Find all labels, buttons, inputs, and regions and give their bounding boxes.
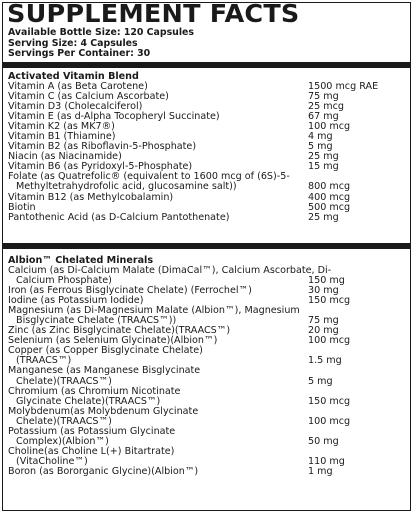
nutrient-amount: 25 mg — [308, 151, 339, 163]
nutrient-name: Biotin — [8, 201, 36, 213]
nutrient-name: Chromium (as Chromium Nicotinate — [8, 385, 181, 397]
nutrient-amount: 25 mg — [308, 211, 339, 223]
nutrient-row — [8, 306, 406, 326]
nutrient-name: Boron (as Bororganic Glycine)(Albion™) — [8, 465, 199, 477]
nutrient-name: Iodine (as Potassium Iodide) — [8, 295, 144, 307]
nutrient-name-continued: Chelate)(TRAACS™) — [16, 415, 112, 427]
nutrient-amount: 150 mcg — [308, 395, 351, 407]
servings-per-container: Servings Per Container: 30 — [8, 48, 151, 60]
nutrient-amount: 1 mg — [308, 465, 333, 477]
nutrient-name: Vitamin E (as d-Alpha Tocopheryl Succinate) — [8, 111, 220, 123]
nutrient-amount: 5 mg — [308, 375, 333, 387]
nutrient-name: Copper (as Copper Bisglycinate Chelate) — [8, 345, 203, 357]
nutrient-amount: 75 mg — [308, 315, 339, 327]
nutrient-name: Choline(as Choline L(+) Bitartrate) — [8, 445, 175, 457]
nutrient-name-continued: Complex)(Albion™) — [16, 435, 109, 447]
nutrient-name: Vitamin A (as Beta Carotene) — [8, 81, 148, 92]
nutrient-name: Manganese (as Manganese Bisglycinate — [8, 365, 201, 377]
nutrient-name: Potassium (as Potassium Glycinate — [8, 425, 176, 437]
divider-thick — [3, 243, 410, 249]
minerals-heading: Albion™ Chelated Minerals — [8, 255, 154, 266]
nutrient-name: Iron (as Ferrous Bisglycinate Chelate) (Ferrochel™) — [8, 285, 252, 297]
nutrient-amount: 100 mcg — [308, 335, 351, 347]
nutrient-name-continued: Chelate)(TRAACS™) — [16, 375, 112, 387]
nutrient-amount: 110 mg — [308, 455, 345, 467]
nutrient-amount: 20 mg — [308, 325, 339, 337]
nutrient-amount: 800 mcg — [308, 181, 351, 193]
nutrient-row — [8, 266, 406, 286]
nutrient-amount: 1.5 mg — [308, 355, 342, 367]
nutrient-name-continued: (TRAACS™) — [16, 355, 72, 367]
nutrient-amount: 75 mg — [308, 91, 339, 103]
nutrient-name: Calcium (as Di-Calcium Malate (DimaCal™), Calcium Ascorbate, Di- — [8, 265, 332, 276]
nutrient-row — [8, 172, 406, 192]
nutrient-name-continued: Glycinate Chelate)(TRAACS™) — [16, 395, 161, 407]
nutrient-name: Vitamin B12 (as Methylcobalamin) — [8, 191, 174, 203]
nutrient-name-continued: Calcium Phosphate) — [16, 275, 112, 287]
serving-info — [8, 28, 194, 60]
nutrient-name: Magnesium (as Di-Magnesium Malate (Albion™), Magnesium — [8, 305, 300, 317]
serving-size: Serving Size: 4 Capsules — [8, 37, 138, 49]
nutrient-name-continued: Methyltetrahydrofolic acid, glucosamine salt)) — [16, 181, 237, 193]
supplement-facts-panel — [2, 2, 411, 511]
nutrient-name: Vitamin B2 (as Riboflavin-5-Phosphate) — [8, 141, 197, 153]
nutrient-amount: 150 mcg — [308, 295, 351, 307]
panel-title: SUPPLEMENT FACTS — [7, 2, 300, 28]
nutrient-name-continued: (VitaCholine™) — [16, 455, 88, 467]
bottle-size: Available Bottle Size: 120 Capsules — [8, 27, 194, 38]
nutrient-amount: 400 mcg — [308, 191, 351, 203]
nutrient-amount: 50 mg — [308, 435, 339, 447]
nutrient-amount: 150 mg — [308, 275, 345, 287]
nutrient-amount: 1500 mcg RAE — [308, 81, 379, 92]
nutrient-amount: 67 mg — [308, 111, 339, 123]
nutrient-name: Vitamin K2 (as MK7®) — [8, 121, 115, 133]
nutrient-name: Selenium (as Selenium Glycinate)(Albion™) — [8, 335, 218, 347]
nutrient-row — [8, 407, 406, 427]
divider-thick — [3, 62, 410, 68]
nutrient-amount: 100 mcg — [308, 415, 351, 427]
nutrient-name: Vitamin D3 (Cholecalciferol) — [8, 101, 143, 113]
nutrient-name: Vitamin C (as Calcium Ascorbate) — [8, 91, 169, 103]
nutrient-name: Pantothenic Acid (as D-Calcium Pantothenate) — [8, 211, 230, 223]
nutrient-amount: 25 mcg — [308, 101, 344, 113]
nutrient-amount: 500 mcg — [308, 201, 351, 213]
nutrient-amount: 15 mg — [308, 161, 339, 173]
nutrient-row — [8, 427, 406, 447]
nutrient-row — [8, 447, 406, 467]
nutrient-name: Vitamin B1 (Thiamine) — [8, 131, 116, 143]
nutrient-row — [8, 346, 406, 366]
nutrient-row — [8, 387, 406, 407]
nutrient-row — [8, 366, 406, 386]
nutrient-amount: 4 mg — [308, 131, 333, 143]
nutrient-row — [8, 213, 406, 223]
vitamin-list — [8, 82, 406, 223]
nutrient-name: Folate (as Quatrefolic® (equivalent to 1600 mcg of (6S)-5- — [8, 171, 290, 183]
nutrient-name: Vitamin B6 (as Pyridoxyl-5-Phosphate) — [8, 161, 193, 173]
nutrient-amount: 5 mg — [308, 141, 333, 153]
nutrient-name: Zinc (as Zinc Bisglycinate Chelate)(TRAACS™) — [8, 325, 231, 337]
nutrient-name-continued: Bisglycinate Chelate (TRAACS™)) — [16, 315, 177, 327]
nutrient-amount: 30 mg — [308, 285, 339, 297]
nutrient-name: Molybdenum(as Molybdenum Glycinate — [8, 405, 199, 417]
mineral-list — [8, 266, 406, 477]
nutrient-name: Niacin (as Niacinamide) — [8, 151, 122, 163]
vitamin-blend-heading: Activated Vitamin Blend — [8, 71, 139, 82]
nutrient-amount: 100 mcg — [308, 121, 351, 133]
nutrient-row — [8, 467, 406, 477]
